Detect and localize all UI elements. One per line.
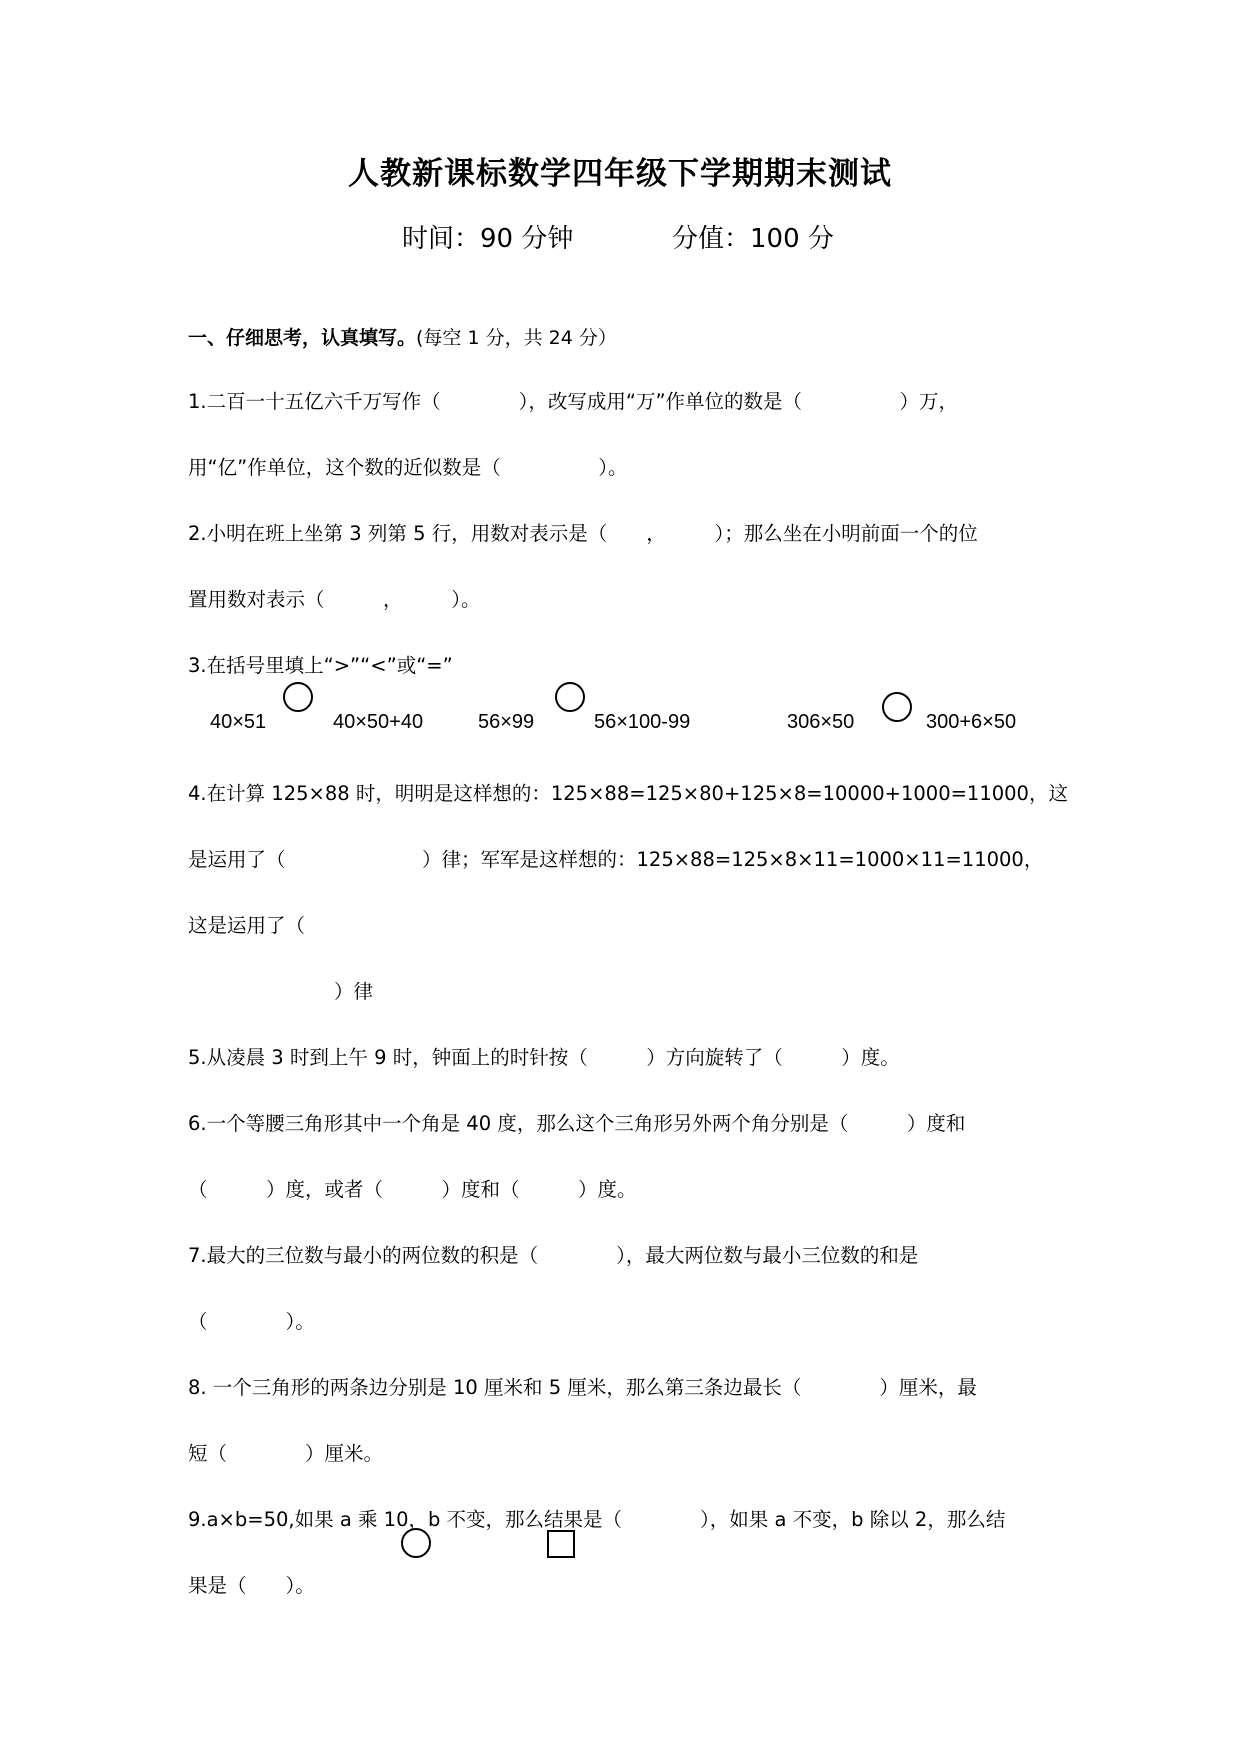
question-4-line-1: 4.在计算 125×88 时，明明是这样想的：125×88=125×80+125×8=10000+1000=11000，这 <box>188 782 1068 805</box>
question-8-line-2: 短（ ）厘米。 <box>188 1442 384 1465</box>
section-heading-note: (每空 1 分，共 24 分） <box>416 327 617 349</box>
question-9-line-2: 果是（ ）。 <box>188 1574 315 1597</box>
question-4-line-3: 这是运用了（ <box>188 914 306 937</box>
question-1-line-2: 用“亿”作单位，这个数的近似数是（ ）。 <box>188 456 628 479</box>
compare-1-circle[interactable] <box>283 682 313 712</box>
compare-2-left: 56×99 <box>478 711 535 733</box>
compare-1-right: 40×50+40 <box>333 711 424 733</box>
compare-3-left: 306×50 <box>787 711 855 733</box>
compare-3-right: 300+6×50 <box>926 711 1017 733</box>
section-heading-bold: 一、仔细思考，认真填写。 <box>188 327 417 349</box>
page-title: 人教新课标数学四年级下学期期末测试 <box>348 156 892 192</box>
question-9-line-1: 9.a×b=50,如果 a 乘 10，b 不变，那么结果是（ ），如果 a 不变，b 除以 2，那么结 <box>188 1508 1006 1531</box>
question-7-line-1: 7.最大的三位数与最小的两位数的积是（ ），最大两位数与最小三位数的和是 <box>188 1244 919 1267</box>
question-3-line-1: 3.在括号里填上“>”“<”或“=” <box>188 654 453 677</box>
question-4-line-4: ）律 <box>334 980 374 1003</box>
question-1-line-1: 1.二百一十五亿六千万写作（ ），改写成用“万”作单位的数是（ ）万， <box>188 390 959 413</box>
answer-square-shape <box>547 1530 575 1558</box>
question-7-line-2: （ ）。 <box>188 1310 315 1333</box>
question-4-line-2: 是运用了（ ）律；军军是这样想的：125×88=125×8×11=1000×11=11000， <box>188 848 1044 871</box>
question-8-line-1: 8. 一个三角形的两条边分别是 10 厘米和 5 厘米，那么第三条边最长（ ）厘米，最 <box>188 1376 977 1399</box>
question-5-line-1: 5.从凌晨 3 时到上午 9 时，钟面上的时针按（ ）方向旋转了（ ）度。 <box>188 1046 900 1069</box>
compare-2-circle[interactable] <box>555 682 585 712</box>
compare-2-right: 56×100-99 <box>594 711 691 733</box>
question-6-line-2: （ ）度，或者（ ）度和（ ）度。 <box>188 1178 637 1201</box>
section-heading <box>188 323 617 350</box>
compare-3-circle[interactable] <box>882 692 912 722</box>
exam-time: 时间：90 分钟 <box>402 224 574 254</box>
compare-1-left: 40×51 <box>210 711 267 733</box>
question-2-line-1: 2.小明在班上坐第 3 列第 5 行，用数对表示是（ ， ）；那么坐在小明前面一个的位 <box>188 522 978 545</box>
question-2-line-2: 置用数对表示（ ， ）。 <box>188 588 481 611</box>
exam-score: 分值：100 分 <box>672 224 834 254</box>
answer-circle-shape <box>401 1528 431 1558</box>
question-6-line-1: 6.一个等腰三角形其中一个角是 40 度，那么这个三角形另外两个角分别是（ ）度和 <box>188 1112 966 1135</box>
